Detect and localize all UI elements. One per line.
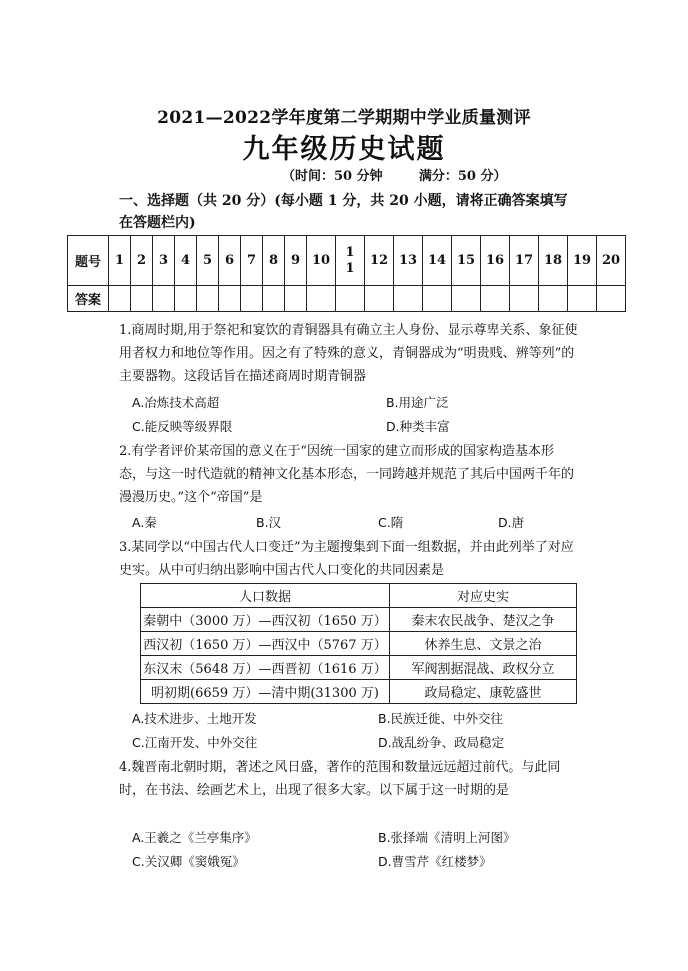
population-table-cell: 明初期(6659 万）—清中期(31300 万) <box>141 680 390 704</box>
population-table-cell: 军阀割据混战、政权分立 <box>390 656 577 680</box>
answer-blank-cell[interactable] <box>365 286 394 312</box>
population-table-cell: 秦末农民战争、楚汉之争 <box>390 608 577 632</box>
answer-blank-cell[interactable] <box>452 286 481 312</box>
population-table-cell: 西汉初（1650 万）—西汉中（5767 万） <box>141 632 390 656</box>
question-number-cell: 2 <box>131 236 153 286</box>
answer-blank-cell[interactable] <box>241 286 263 312</box>
population-table-cell: 休养生息、文景之治 <box>390 632 577 656</box>
question-number-cell: 17 <box>510 236 539 286</box>
question-4-option-c: C.关汉卿《窦娥冤》 <box>132 854 245 869</box>
question-2-option-a: A.秦 <box>132 515 157 530</box>
answer-grid <box>67 235 626 312</box>
question-number-cell: 4 <box>175 236 197 286</box>
answer-grid-answer-label: 答案 <box>68 286 109 312</box>
answer-blank-cell[interactable] <box>336 286 365 312</box>
question-number-cell: 10 <box>307 236 336 286</box>
question-number-cell: 15 <box>452 236 481 286</box>
question-2-option-b: B.汉 <box>256 515 282 530</box>
question-number-cell: 1 1 <box>336 236 365 286</box>
question-number-cell: 12 <box>365 236 394 286</box>
question-3-option-c: C.江南开发、中外交往 <box>132 735 258 750</box>
question-1-stem: 1.商周时期,用于祭祀和宴饮的青铜器具有确立主人身份、显示尊卑关系、象征使用者权力和地位等作用。因之有了特殊的意义，青铜器成为“明贵贱、辨等列”的主要器物。这段话旨在描述商周时期青铜器 <box>119 323 578 384</box>
question-4-option-b: B.张择端《清明上河图》 <box>378 830 516 845</box>
answer-blank-cell[interactable] <box>175 286 197 312</box>
answer-blank-cell[interactable] <box>153 286 175 312</box>
question-4-stem: 4.魏晋南北朝时期，著述之风日盛，著作的范围和数量远远超过前代。与此同时，在书法、绘画艺术上，出现了很多大家。以下属于这一时期的是 <box>119 760 561 798</box>
answer-blank-cell[interactable] <box>263 286 285 312</box>
answer-grid-number-label: 题号 <box>68 236 109 286</box>
answer-blank-cell[interactable] <box>394 286 423 312</box>
answer-blank-cell[interactable] <box>131 286 153 312</box>
question-4-option-a: A.王羲之《兰亭集序》 <box>132 830 257 845</box>
question-3-option-d: D.战乱纷争、政局稳定 <box>378 735 505 750</box>
question-number-cell: 9 <box>285 236 307 286</box>
population-table-header: 对应史实 <box>390 584 577 608</box>
answer-blank-cell[interactable] <box>307 286 336 312</box>
question-number-cell: 19 <box>568 236 597 286</box>
answer-blank-cell[interactable] <box>285 286 307 312</box>
answer-blank-cell[interactable] <box>109 286 131 312</box>
question-number-cell: 7 <box>241 236 263 286</box>
question-1-option-b: B.用途广泛 <box>386 395 449 410</box>
question-number-cell: 16 <box>481 236 510 286</box>
question-number-cell: 8 <box>263 236 285 286</box>
question-3-option-a: A.技术进步、土地开发 <box>132 711 257 726</box>
population-table-cell: 秦朝中（3000 万）—西汉初（1650 万） <box>141 608 390 632</box>
question-number-cell: 18 <box>539 236 568 286</box>
question-number-cell: 5 <box>197 236 219 286</box>
question-3-option-b: B.民族迁徙、中外交往 <box>378 711 504 726</box>
question-1-option-d: D.种类丰富 <box>386 419 450 434</box>
population-table-cell: 东汉末（5648 万）—西晋初（1616 万） <box>141 656 390 680</box>
question-number-cell: 20 <box>597 236 626 286</box>
question-2-option-c: C.隋 <box>378 515 404 530</box>
question-1-option-c: C.能反映等级界限 <box>132 419 233 434</box>
answer-blank-cell[interactable] <box>568 286 597 312</box>
answer-blank-cell[interactable] <box>539 286 568 312</box>
question-4-option-d: D.曹雪芹《红楼梦》 <box>378 854 492 869</box>
question-1-option-a: A.冶炼技术高超 <box>132 395 220 410</box>
answer-blank-cell[interactable] <box>219 286 241 312</box>
question-number-cell: 14 <box>423 236 452 286</box>
population-table-header: 人口数据 <box>141 584 390 608</box>
question-2-option-d: D.唐 <box>498 515 525 530</box>
population-table-cell: 政局稳定、康乾盛世 <box>390 680 577 704</box>
question-3-stem: 3.某同学以“中国古代人口变迁”为主题搜集到下面一组数据，并由此列举了对应史实。从中可归纳出影响中国古代人口变化的共同因素是 <box>119 540 574 578</box>
exam-term-title: 2021—2022学年度第二学期期中学业质量测评 <box>157 108 531 128</box>
answer-blank-cell[interactable] <box>510 286 539 312</box>
exam-subject-title: 九年级历史试题 <box>242 134 446 165</box>
question-number-cell: 3 <box>153 236 175 286</box>
question-number-cell: 13 <box>394 236 423 286</box>
answer-blank-cell[interactable] <box>423 286 452 312</box>
population-table <box>140 583 577 704</box>
question-2-stem: 2.有学者评价某帝国的意义在于“因统一国家的建立而形成的国家构造基本形态，与这一时代造就的精神文化基本形态，一同跨越并规范了其后中国两千年的漫漫历史。”这个“帝国”是 <box>119 444 575 505</box>
question-number-cell: 1 <box>109 236 131 286</box>
answer-blank-cell[interactable] <box>197 286 219 312</box>
question-number-cell: 6 <box>219 236 241 286</box>
section-title: 一、选择题（共 20 分）(每小题 1 分，共 20 小题，请将正确答案填写在答题栏内) <box>119 193 568 231</box>
answer-blank-cell[interactable] <box>597 286 626 312</box>
exam-time-score: （时间：50 分钟 满分：50 分） <box>282 169 507 184</box>
answer-blank-cell[interactable] <box>481 286 510 312</box>
